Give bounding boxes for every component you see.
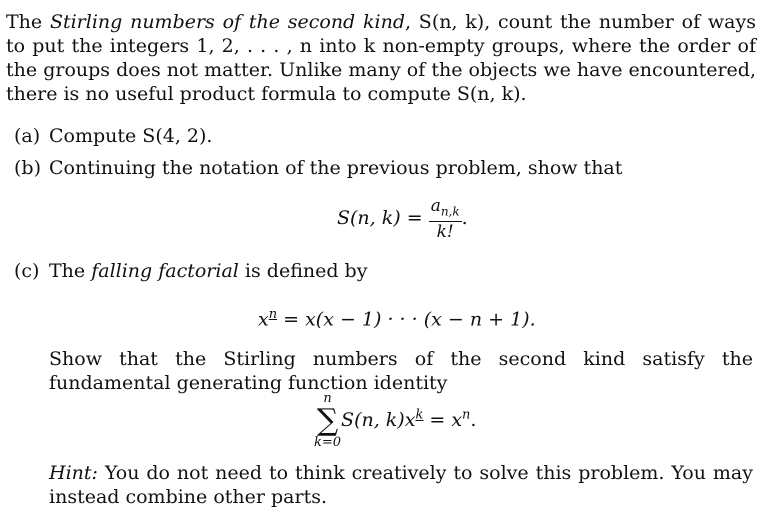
part-a-text: Compute S(4, 2).	[49, 125, 213, 147]
fraction-numerator: a	[430, 196, 441, 216]
gf-end: .	[470, 409, 477, 431]
gf-rhs: = x	[423, 409, 463, 431]
equation-generating-function	[314, 392, 476, 450]
hint-text: You do not need to think creatively to solve this problem. You may instead combine other parts.	[49, 462, 753, 508]
intro-text-1: The	[6, 11, 50, 33]
summation	[314, 392, 341, 450]
equation-b-fraction	[429, 196, 462, 242]
fraction-numerator-sub: n,k	[440, 204, 460, 219]
part-c-text	[49, 259, 367, 283]
equation-falling-factorial	[258, 303, 536, 331]
ff-exponent: n	[268, 307, 278, 322]
stirling-term: Stirling numbers of the second kind	[49, 11, 405, 33]
gf-rhs-exponent: n	[462, 407, 471, 423]
intro-text-2: , S(n, k), count the number of ways to put the integers 1, 2, . . . , n into k non-empty groups, where the order of the groups does not matter. Unlike many of the objects we have encountered, there is no useful product formula to compute S(n, k).	[6, 11, 756, 105]
hint-paragraph	[49, 461, 753, 509]
gf-body: S(n, k)x	[341, 409, 416, 431]
ff-rhs: = x(x − 1) · · · (x − n + 1).	[277, 308, 536, 331]
part-c-label: (c)	[14, 260, 40, 282]
gf-body-exponent: k	[415, 407, 424, 423]
part-a-label: (a)	[14, 125, 41, 147]
sum-lower-limit: k=0	[314, 435, 342, 450]
fraction-denominator: k!	[436, 222, 454, 243]
falling-factorial-term: falling factorial	[91, 260, 239, 282]
sum-upper-limit: n	[323, 391, 332, 406]
part-b-text: Continuing the notation of the previous problem, show that	[49, 157, 623, 179]
part-b-label: (b)	[14, 157, 41, 179]
part-c-text-1: The	[49, 260, 92, 282]
equation-b-end: .	[461, 207, 468, 230]
part-c-text-generating: Show that the Stirling numbers of the second kind satisfy the fundamental generating function identity	[49, 348, 753, 394]
sigma-symbol: ∑	[316, 403, 339, 438]
intro-paragraph	[6, 10, 756, 106]
equation-b	[337, 196, 468, 242]
part-c-text-2: is defined by	[238, 260, 368, 282]
ff-base: x	[258, 308, 269, 331]
hint-label: Hint:	[49, 462, 98, 484]
equation-b-lhs: S(n, k) =	[337, 207, 423, 230]
